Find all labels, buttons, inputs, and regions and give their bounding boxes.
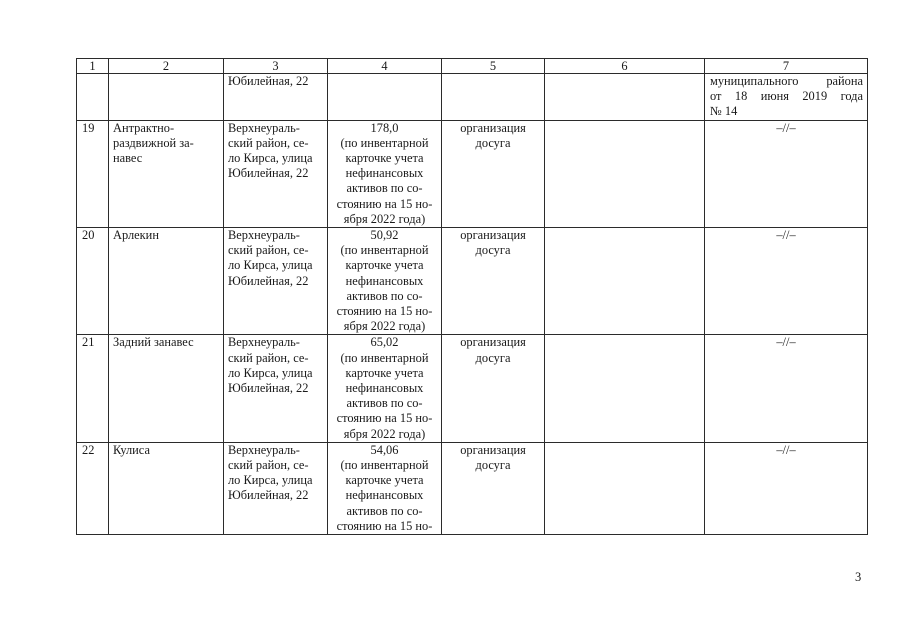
cost-line: 65,02: [370, 335, 399, 350]
purpose-line: организация: [460, 335, 526, 350]
property-table-page: [76, 58, 868, 535]
cell-purpose: [442, 335, 545, 442]
cost-line: (по инвентарной: [340, 135, 429, 150]
cost-line: карточке учета: [345, 473, 424, 488]
cell-purpose: [442, 120, 545, 227]
cell-purpose: [442, 74, 545, 121]
name-line: Задний занавес: [113, 335, 194, 350]
column-header: 4: [328, 59, 442, 74]
address-line: ский район, се-: [228, 350, 309, 365]
cell-address: [224, 228, 328, 335]
cell-cost: [328, 74, 442, 121]
cost-line: карточке учета: [345, 258, 424, 273]
cell-name: [109, 335, 224, 442]
address-line: ский район, се-: [228, 243, 309, 258]
cell-col6: [545, 228, 705, 335]
address-line: ло Кирса, улица: [228, 151, 313, 166]
cell-num: 21: [77, 335, 109, 442]
cost-line: 54,06: [370, 442, 399, 457]
cost-line: стоянию на 15 но-: [336, 304, 433, 319]
purpose-line: организация: [460, 442, 526, 457]
cell-cost: [328, 228, 442, 335]
cost-line: стоянию на 15 но-: [336, 196, 433, 211]
purpose-line: досуга: [475, 243, 511, 258]
column-header: 1: [77, 59, 109, 74]
name-line: Арлекин: [113, 228, 159, 243]
column-header: 3: [224, 59, 328, 74]
cost-line: ября 2022 года): [343, 211, 426, 226]
address-line: Верхнеураль-: [228, 120, 300, 135]
column-number-row: [77, 59, 868, 74]
cost-line: (по инвентарной: [340, 350, 429, 365]
cell-num: 19: [77, 120, 109, 227]
cost-line: стоянию на 15 но-: [336, 518, 433, 533]
cell-address: [224, 74, 328, 121]
property-table: [76, 58, 868, 535]
column-header: 5: [442, 59, 545, 74]
cost-line: 178,0: [370, 120, 399, 135]
address-line: Юбилейная, 22: [228, 273, 309, 288]
column-header: 2: [109, 59, 224, 74]
cell-document: –//–: [705, 120, 868, 227]
cost-line: 50,92: [370, 228, 399, 243]
cell-name: [109, 442, 224, 534]
cost-line: активов по со-: [346, 503, 423, 518]
purpose-line: досуга: [475, 458, 511, 473]
purpose-line: организация: [460, 120, 526, 135]
cost-line: активов по со-: [346, 396, 423, 411]
cost-line: нефинансовых: [345, 273, 424, 288]
cell-num: 20: [77, 228, 109, 335]
table-row: [77, 120, 868, 227]
cell-document: –//–: [705, 335, 868, 442]
address-line: Верхнеураль-: [228, 335, 300, 350]
name-line: навес: [113, 151, 143, 166]
cell-address: [224, 442, 328, 534]
cell-cost: [328, 120, 442, 227]
cost-line: стоянию на 15 но-: [336, 411, 433, 426]
name-line: раздвижной за-: [113, 135, 194, 150]
purpose-line: досуга: [475, 135, 511, 150]
address-line: ло Кирса, улица: [228, 365, 313, 380]
address-line: Верхнеураль-: [228, 442, 300, 457]
page-number: 3: [855, 570, 862, 584]
cost-line: ября 2022 года): [343, 426, 426, 441]
cell-num: [77, 74, 109, 121]
cell-address: [224, 335, 328, 442]
cell-name: [109, 74, 224, 121]
cell-purpose: [442, 442, 545, 534]
cost-line: активов по со-: [346, 288, 423, 303]
cell-num: 22: [77, 442, 109, 534]
cost-line: нефинансовых: [345, 166, 424, 181]
cell-name: [109, 120, 224, 227]
address-line: ский район, се-: [228, 458, 309, 473]
cell-col6: [545, 120, 705, 227]
cell-name: [109, 228, 224, 335]
column-header: 7: [705, 59, 868, 74]
cost-line: ября 2022 года): [343, 319, 426, 334]
cost-line: (по инвентарной: [340, 243, 429, 258]
continued-row: [77, 74, 868, 121]
address-line: Юбилейная, 22: [228, 381, 309, 396]
cell-col6: [545, 335, 705, 442]
cost-line: карточке учета: [345, 365, 424, 380]
cell-document: –//–: [705, 228, 868, 335]
column-header: 6: [545, 59, 705, 74]
address-line: Юбилейная, 22: [228, 488, 309, 503]
purpose-line: организация: [460, 228, 526, 243]
cell-document: –//–: [705, 442, 868, 534]
cost-line: (по инвентарной: [340, 458, 429, 473]
address-line: ло Кирса, улица: [228, 473, 313, 488]
document-line: от 18 июня 2019 года: [710, 89, 863, 104]
cell-purpose: [442, 228, 545, 335]
name-line: Антрактно-: [113, 120, 175, 135]
cost-line: карточке учета: [345, 151, 424, 166]
cell-cost: [328, 442, 442, 534]
cost-line: активов по со-: [346, 181, 423, 196]
name-line: Кулиса: [113, 442, 150, 457]
address-line: Юбилейная, 22: [228, 166, 309, 181]
cell-cost: [328, 335, 442, 442]
document-line: муниципального района: [710, 74, 863, 88]
address-line: ский район, се-: [228, 135, 309, 150]
cell-col6: [545, 74, 705, 121]
cell-document: [705, 74, 868, 121]
cell-col6: [545, 442, 705, 534]
address-line: ло Кирса, улица: [228, 258, 313, 273]
table-row: [77, 228, 868, 335]
address-line: Юбилейная, 22: [228, 74, 309, 88]
address-line: Верхнеураль-: [228, 228, 300, 243]
cost-line: нефинансовых: [345, 488, 424, 503]
cell-address: [224, 120, 328, 227]
table-row: [77, 335, 868, 442]
purpose-line: досуга: [475, 350, 511, 365]
document-line: № 14: [710, 104, 738, 119]
table-row: [77, 442, 868, 534]
cost-line: нефинансовых: [345, 381, 424, 396]
